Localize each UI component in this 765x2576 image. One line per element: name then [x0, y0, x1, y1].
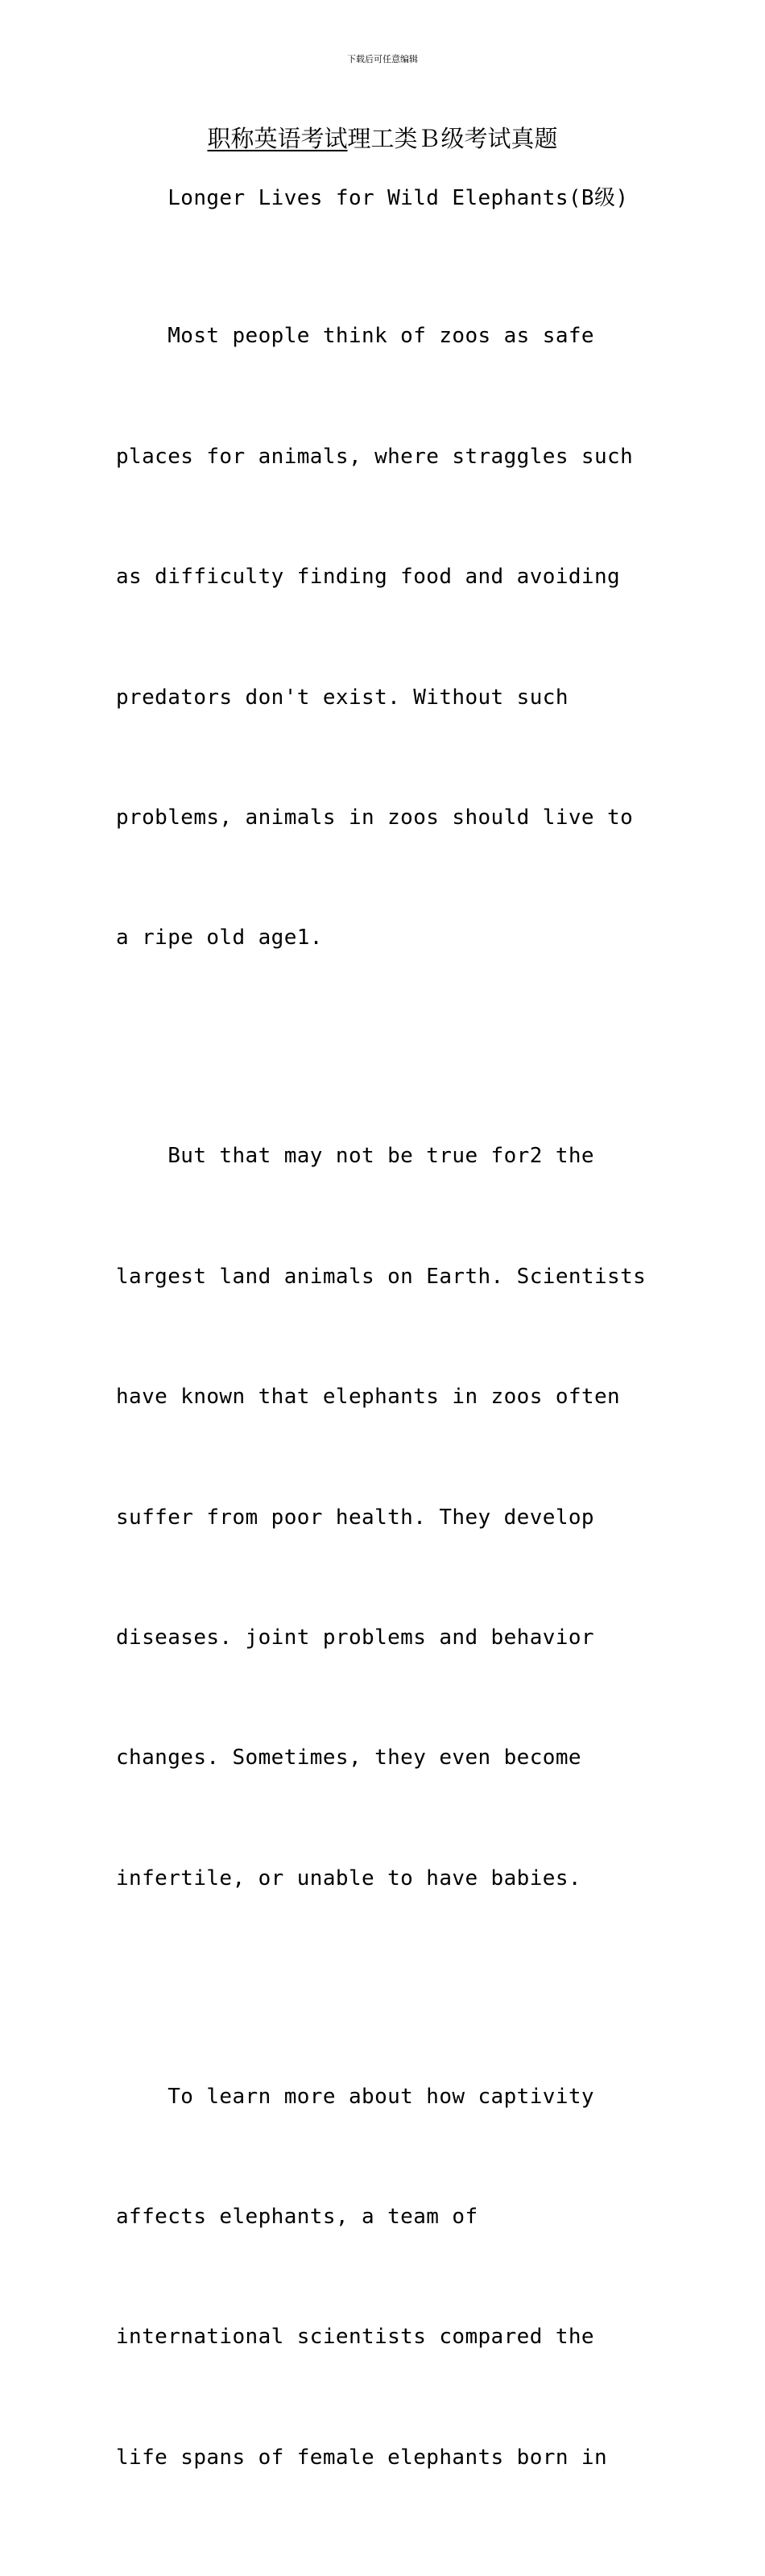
paragraph-line: predators don't exist. Without such: [116, 685, 569, 710]
paragraph-line: international scientists compared the: [116, 2325, 594, 2350]
document-body: [116, 179, 680, 2576]
paragraph-line: places for animals, where straggles such: [116, 444, 634, 469]
article-subtitle: Longer Lives for Wild Elephants(B级): [116, 186, 629, 210]
paragraph-line: To learn more about how captivity: [116, 2084, 594, 2109]
paragraph-line: largest land animals on Earth. Scientists: [116, 1264, 647, 1289]
paragraph-line: But that may not be true for2 the: [116, 1144, 594, 1169]
title-underlined-part: 职称英语考试: [207, 125, 348, 152]
paragraph-line: diseases. joint problems and behavior: [116, 1625, 594, 1650]
paragraph-2: [116, 1057, 680, 1979]
paragraph-3: [116, 1997, 680, 2558]
paragraph-line: infertile, or unable to have babies.: [116, 1866, 581, 1891]
paragraph-line: affects elephants, a team of: [116, 2205, 478, 2230]
paragraph-line: as difficulty finding food and avoiding: [116, 565, 621, 590]
paragraph-line: suffer from poor health. They develop: [116, 1505, 594, 1530]
paragraph-line: problems, animals in zoos should live to: [116, 805, 634, 830]
paragraph-line: changes. Sometimes, they even become: [116, 1746, 581, 1770]
paragraph-line: a ripe old age1.: [116, 926, 323, 950]
title-rest: 理工类Ｂ级考试真题: [347, 125, 558, 152]
paragraph-line: have known that elephants in zoos often: [116, 1385, 621, 1410]
paragraph-line: life spans of female elephants born in: [116, 2445, 608, 2470]
header-note: 下载后可任意编辑: [347, 54, 418, 64]
document-title: [0, 121, 765, 156]
paragraph-1: [116, 237, 680, 1039]
paragraph-line: Most people think of zoos as safe: [116, 324, 594, 349]
